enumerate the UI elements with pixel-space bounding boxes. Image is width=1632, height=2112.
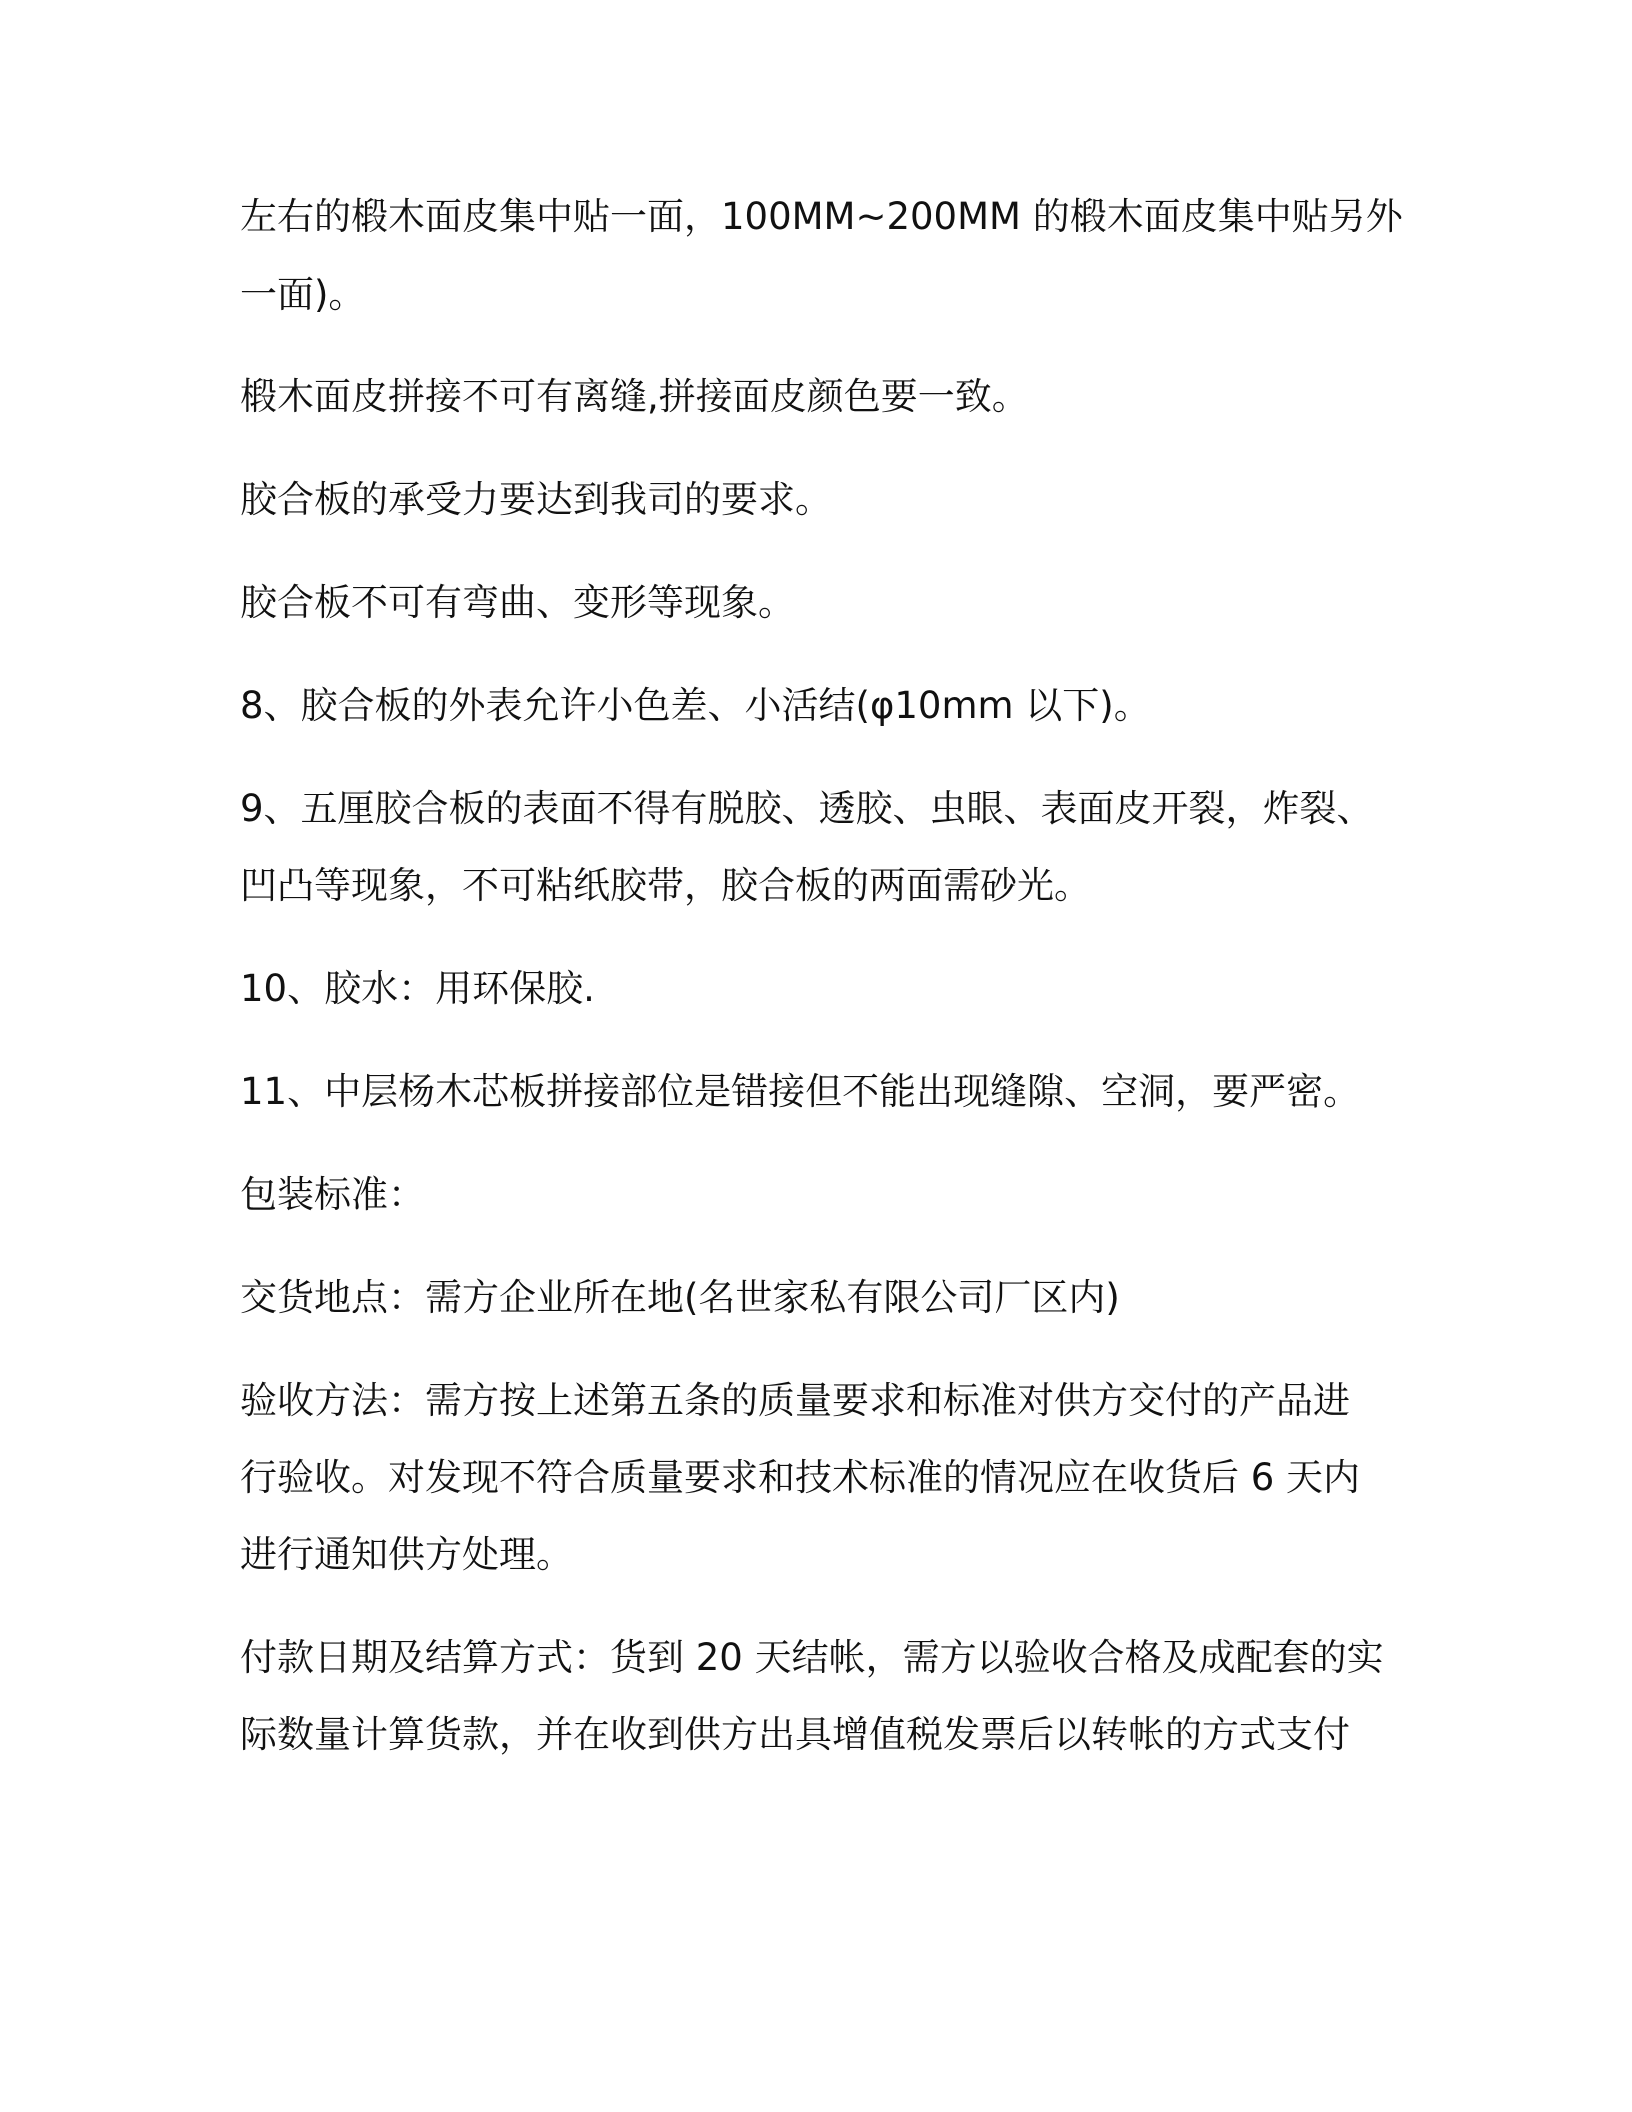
- paragraph-line: 进行通知供方处理。: [240, 1533, 573, 1576]
- paragraph-line: 8、胶合板的外表允许小色差、小活结(φ10mm 以下)。: [240, 684, 1151, 727]
- paragraph-line: 胶合板的承受力要达到我司的要求。: [240, 478, 832, 521]
- paragraph-line: 椴木面皮拼接不可有离缝,拼接面皮颜色要一致。: [240, 375, 1029, 418]
- paragraph-line: 付款日期及结算方式：货到 20 天结帐，需方以验收合格及成配套的实: [240, 1636, 1384, 1679]
- paragraph-line: 胶合板不可有弯曲、变形等现象。: [240, 581, 795, 624]
- paragraph-line: 凹凸等现象，不可粘纸胶带，胶合板的两面需砂光。: [240, 864, 1091, 907]
- paragraph-line: 一面)。: [240, 273, 366, 316]
- section-heading: 包装标准：: [240, 1173, 425, 1216]
- paragraph-line: 验收方法：需方按上述第五条的质量要求和标准对供方交付的产品进: [240, 1379, 1350, 1422]
- paragraph-line: 9、五厘胶合板的表面不得有脱胶、透胶、虫眼、表面皮开裂，炸裂、: [240, 787, 1374, 830]
- paragraph-line: 10、胶水：用环保胶.: [240, 967, 595, 1010]
- paragraph-line: 11、中层杨木芯板拼接部位是错接但不能出现缝隙、空洞，要严密。: [240, 1070, 1361, 1113]
- paragraph-line: 行验收。对发现不符合质量要求和技术标准的情况应在收货后 6 天内: [240, 1456, 1361, 1499]
- paragraph-line: 左右的椴木面皮集中贴一面，100MM~200MM 的椴木面皮集中贴另外: [240, 195, 1403, 238]
- paragraph-line: 际数量计算货款，并在收到供方出具增值税发票后以转帐的方式支付: [240, 1713, 1350, 1756]
- paragraph-line: 交货地点：需方企业所在地(名世家私有限公司厂区内): [240, 1276, 1120, 1319]
